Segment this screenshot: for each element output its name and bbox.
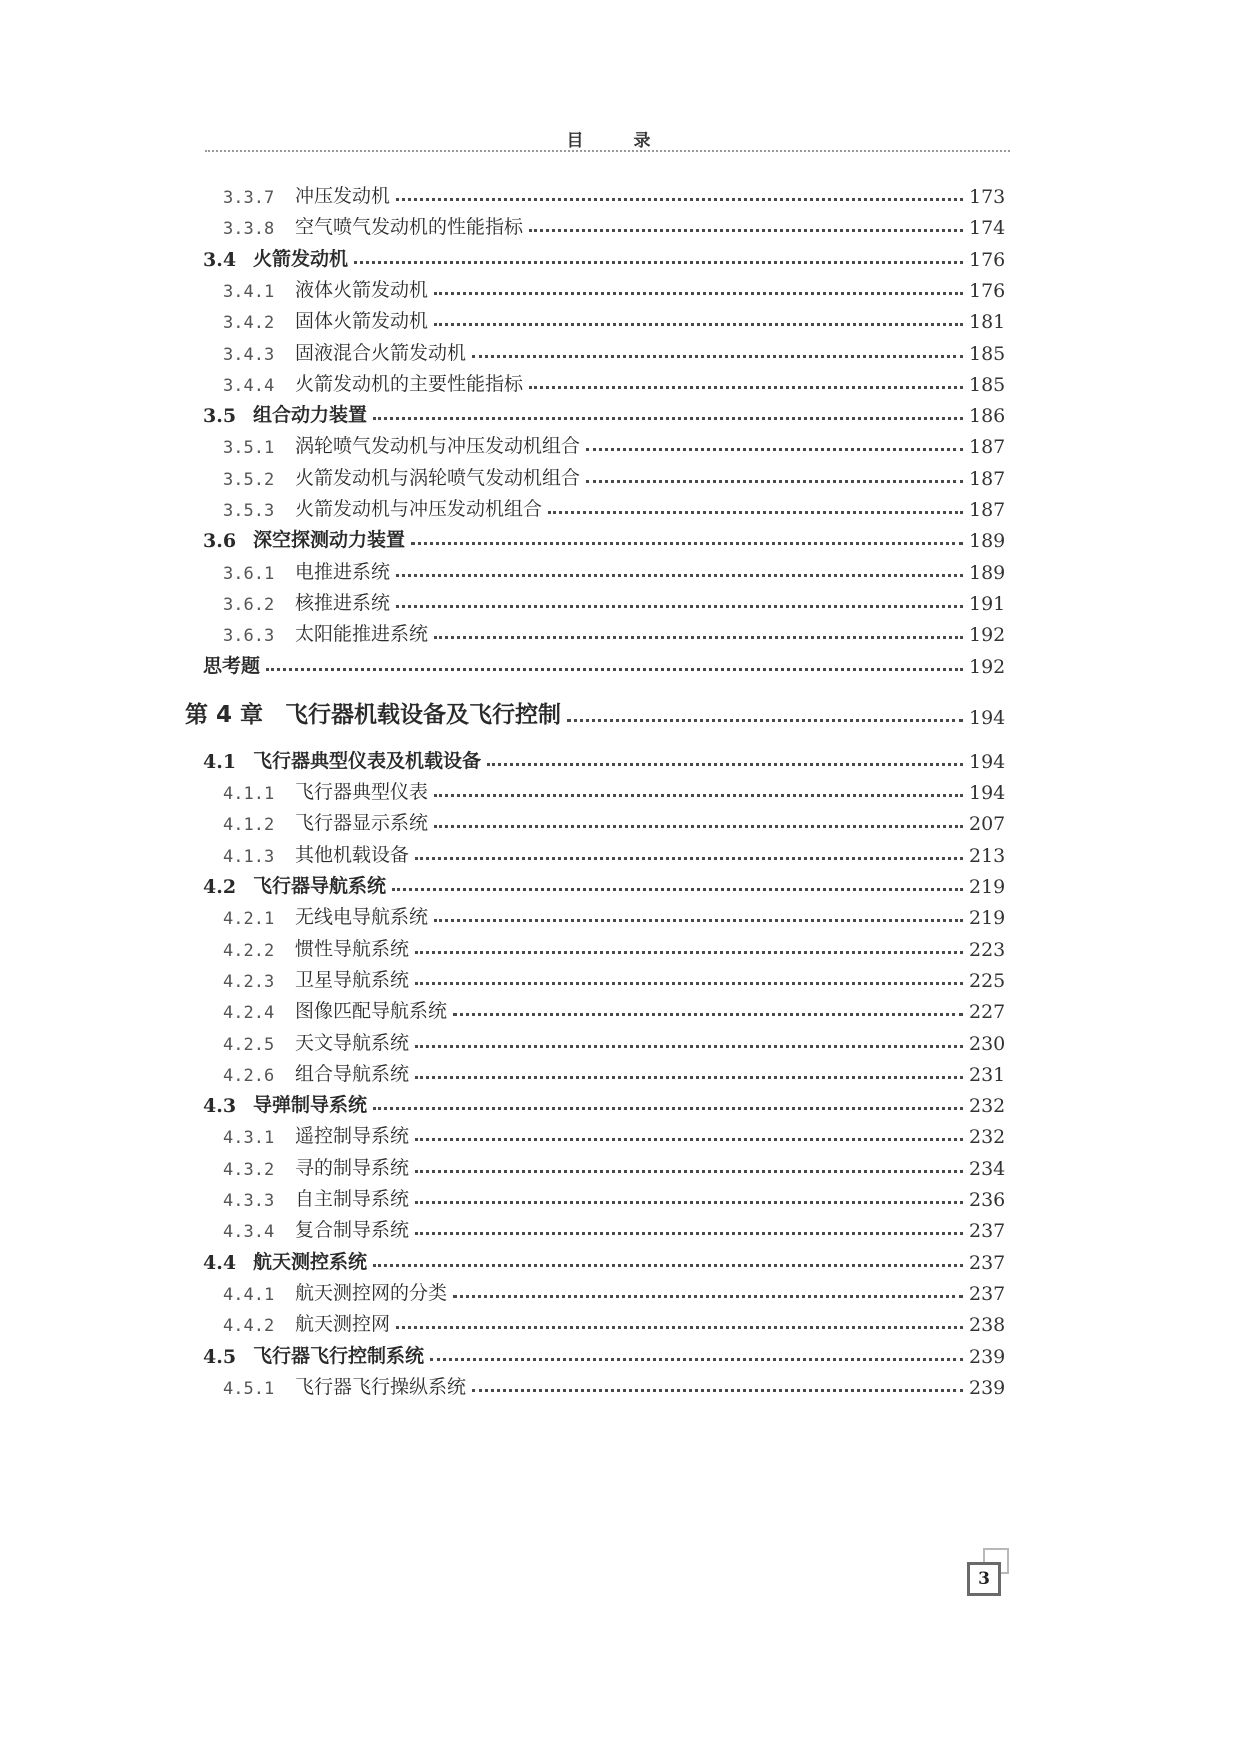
toc-entry [0,178,1239,208]
toc-entry-page: 234 [969,1157,1006,1180]
toc-entry [0,743,1239,773]
toc-entry [0,428,1239,458]
toc-entry-title: 飞行器飞行操纵系统 [295,1375,467,1398]
toc-entry-leader [373,1107,963,1110]
toc-entry-leader [373,417,963,420]
toc-entry-number: 4.1.2 [223,815,275,836]
toc-entry-leader [434,825,963,828]
toc-entry [0,1212,1239,1242]
toc-entry-number: 4.2.2 [223,940,275,961]
toc-entry-page: 237 [969,1282,1006,1305]
toc-entry-number: 4.3.4 [223,1222,275,1243]
toc-entry-number: 4.3.3 [223,1191,275,1211]
toc-entry-number: 3.6.3 [223,626,275,647]
toc-entry [0,837,1239,867]
toc-entry-leader [487,763,963,766]
toc-entry-page: 192 [969,655,1006,678]
toc-entry-leader [266,668,963,671]
toc-entry [0,868,1239,898]
toc-entry-leader [396,1326,963,1329]
toc-entry-page: 232 [969,1095,1006,1118]
toc-entry [0,899,1239,929]
toc-entry-page: 176 [969,248,1006,271]
toc-entry-title: 冲压发动机 [295,185,391,207]
toc-entry-title: 火箭发动机的主要性能指标 [295,372,524,395]
header-rule [205,150,1010,152]
toc-entry [0,1244,1239,1274]
toc-entry-page: 237 [969,1220,1006,1243]
toc-entry-leader [415,982,963,985]
toc-entry-leader [411,542,963,545]
toc-entry [0,774,1239,804]
toc-entry [0,693,1239,729]
toc-entry-number: 4.5 [203,1345,237,1368]
toc-entry-title: 寻的制导系统 [295,1156,410,1179]
toc-entry [0,366,1239,396]
toc-entry-number: 3.6 [203,530,237,553]
toc-entry-leader [415,857,963,860]
toc-entry-leader [472,1389,963,1392]
toc-entry-title: 其他机载设备 [295,843,410,866]
toc-entry-title: 电推进系统 [295,560,391,583]
toc-entry-number: 4.3.2 [223,1159,275,1180]
toc-entry-title: 航天测控网 [295,1313,391,1336]
toc-entry [0,1025,1239,1055]
toc-entry-number: 3.6.2 [223,594,275,615]
toc-entry-page: 227 [969,1001,1006,1024]
toc-entry-leader [529,386,963,389]
toc-entry-page: 230 [969,1032,1006,1055]
toc-entry-title: 惯性导航系统 [295,937,410,960]
toc-entry-title: 自主制导系统 [295,1188,410,1210]
toc-entry-title: 飞行器导航系统 [253,875,387,897]
toc-entry-title: 飞行器典型仪表及机载设备 [253,749,482,772]
toc-entry-title: 航天测控系统 [253,1250,368,1273]
toc-entry-leader [472,355,963,358]
toc-entry-page: 192 [969,624,1006,647]
toc-entry-page: 187 [969,499,1006,521]
toc-entry-page: 173 [969,186,1006,208]
toc-entry-page: 223 [969,938,1006,961]
toc-entry-leader [434,919,963,922]
toc-entry-number: 4.4 [203,1251,237,1274]
toc-entry [0,1056,1239,1086]
toc-entry-page: 213 [969,844,1006,867]
toc-entry [0,616,1239,646]
toc-entry-number: 3.5.1 [223,438,275,459]
toc-entry-page: 187 [969,467,1006,490]
toc-entry-title: 空气喷气发动机的性能指标 [295,216,524,239]
toc-entry-title: 无线电导航系统 [295,906,429,929]
toc-entry [0,491,1239,521]
toc-entry-title: 图像匹配导航系统 [295,1000,448,1023]
page-header-title: 目 录 [566,131,673,151]
toc-entry-title: 核推进系统 [295,591,391,614]
toc-entry [0,993,1239,1023]
toc-entry [0,460,1239,490]
toc-entry-number: 4.2.5 [223,1034,275,1055]
toc-entry-leader [453,1295,963,1298]
toc-entry-number: 4.2.3 [223,971,275,992]
toc-entry-title: 太阳能推进系统 [295,623,429,646]
toc-entry-leader [434,794,963,797]
toc-entry-leader [430,1358,963,1361]
toc-entry-leader [415,951,963,954]
toc-entry-number: 3.3.8 [223,219,275,240]
toc-entry-title: 思考题 [203,654,261,677]
toc-entry-leader [415,1232,963,1235]
toc-entry-number: 第 4 章 [185,701,264,728]
toc-entry-leader [415,1201,963,1204]
toc-entry-leader [415,1170,963,1173]
toc-entry-number: 4.2.6 [223,1065,275,1086]
toc-entry-leader [392,888,963,891]
toc-entry-number: 3.5 [203,405,237,428]
toc-entry-leader [415,1076,963,1079]
toc-entry-title: 固体火箭发动机 [295,310,429,333]
toc-entry-page: 194 [969,750,1006,773]
toc-entry-page: 186 [969,405,1006,428]
toc-entry-title: 液体火箭发动机 [295,278,429,301]
toc-entry [0,272,1239,302]
toc-entry-page: 232 [969,1126,1006,1149]
toc-entry-number: 3.3.7 [223,188,275,208]
toc-entry [0,805,1239,835]
toc-entry-leader [567,719,963,722]
toc-entry-leader [586,480,963,483]
toc-entry-leader [415,1138,963,1141]
toc-entry [0,1150,1239,1180]
toc-entry-title: 飞行器显示系统 [295,812,429,835]
toc-entry-leader [548,511,963,514]
toc-entry [0,335,1239,365]
toc-entry-page: 219 [969,907,1006,930]
toc-entry [0,303,1239,333]
toc-entry-number: 3.5.2 [223,469,275,490]
toc-entry-leader [586,448,963,451]
page-number-badge: 3 [967,1562,1001,1596]
toc-entry-number: 3.4.2 [223,313,275,334]
toc-entry-page: 191 [969,592,1006,615]
toc-entry [0,397,1239,427]
toc-entry-number: 4.1.3 [223,846,275,867]
toc-entry [0,554,1239,584]
toc-entry-title: 遥控制导系统 [295,1125,410,1148]
toc-entry-page: 194 [969,782,1006,805]
toc-entry-title: 飞行器典型仪表 [295,781,429,804]
toc-entry-number: 3.4.3 [223,344,275,365]
toc-entry-page: 176 [969,279,1006,302]
toc-entry-page: 174 [969,217,1006,240]
toc-entry-number: 4.1.1 [223,784,275,805]
toc-entry-leader [396,574,963,577]
toc-entry [0,648,1239,678]
toc-entry-number: 4.4.1 [223,1284,275,1305]
toc-entry-title: 飞行器机载设备及飞行控制 [285,700,561,728]
toc-entry-leader [396,605,963,608]
toc-entry-title: 火箭发动机与冲压发动机组合 [295,498,543,520]
toc-entry-page: 236 [969,1189,1006,1211]
toc-entry-title: 深空探测动力装置 [253,529,406,552]
toc-entry-title: 飞行器飞行控制系统 [253,1344,425,1367]
toc-entry-leader [373,1264,963,1267]
toc-entry-page: 189 [969,561,1006,584]
toc-entry-page: 239 [969,1345,1006,1368]
toc-entry-number: 4.1 [203,750,237,773]
toc-entry-leader [354,261,963,264]
toc-entry-number: 3.4.1 [223,281,275,302]
toc-entry-number: 4.2.1 [223,909,275,930]
toc-entry-page: 207 [969,813,1006,836]
toc-entry-number: 3.5.3 [223,501,275,521]
toc-entry-number: 4.3.1 [223,1128,275,1149]
toc-entry [0,1369,1239,1399]
toc-entry-title: 火箭发动机 [253,247,349,270]
toc-entry-page: 189 [969,530,1006,553]
toc-entry-number: 4.2.4 [223,1003,275,1024]
toc-entry-title: 固液混合火箭发动机 [295,341,467,364]
toc-entry-page: 181 [969,311,1006,334]
toc-entry-number: 4.5.1 [223,1378,275,1399]
toc-entry [0,1181,1239,1211]
toc-entry-leader [529,229,963,232]
toc-entry [0,1275,1239,1305]
toc-entry-page: 225 [969,969,1006,992]
toc-entry-title: 导弹制导系统 [253,1094,368,1117]
toc-entry-title: 天文导航系统 [295,1031,410,1054]
toc-entry [0,522,1239,552]
toc-entry [0,931,1239,961]
toc-entry-page: 239 [969,1376,1006,1399]
toc-entry [0,962,1239,992]
toc-entry-page: 185 [969,373,1006,396]
toc-entry-page: 187 [969,436,1006,459]
toc-entry [0,209,1239,239]
toc-entry [0,1306,1239,1336]
toc-entry [0,585,1239,615]
toc-entry-leader [434,323,963,326]
toc-entry-number: 4.4.2 [223,1316,275,1337]
toc-entry-page: 237 [969,1251,1006,1274]
toc-entry-page: 231 [969,1063,1006,1086]
toc-entry [0,241,1239,271]
toc-entry-title: 组合动力装置 [253,404,368,427]
toc-entry-number: 4.3 [203,1095,237,1118]
toc-entry-number: 3.4.4 [223,375,275,396]
toc-entry-title: 航天测控网的分类 [295,1281,448,1304]
toc-entry-number: 3.4 [203,248,237,271]
toc-entry-title: 涡轮喷气发动机与冲压发动机组合 [295,435,581,458]
toc-entry-page: 238 [969,1314,1006,1337]
toc-entry-page: 219 [969,876,1006,898]
toc-entry-page: 194 [969,706,1006,729]
toc-entry-title: 组合导航系统 [295,1062,410,1085]
toc-entry-title: 火箭发动机与涡轮喷气发动机组合 [295,466,581,489]
toc-entry [0,1087,1239,1117]
toc-entry [0,1118,1239,1148]
toc-entry-leader [396,198,963,201]
toc-entry-number: 4.2 [203,876,237,898]
toc-entry-leader [434,292,963,295]
toc-entry-leader [434,636,963,639]
toc-entry-page: 185 [969,342,1006,365]
toc-entry-title: 复合制导系统 [295,1219,410,1242]
toc-entry [0,1338,1239,1368]
toc-entry-number: 3.6.1 [223,563,275,584]
toc-entry-leader [453,1013,963,1016]
toc-entry-title: 卫星导航系统 [295,968,410,991]
toc-entry-leader [415,1045,963,1048]
